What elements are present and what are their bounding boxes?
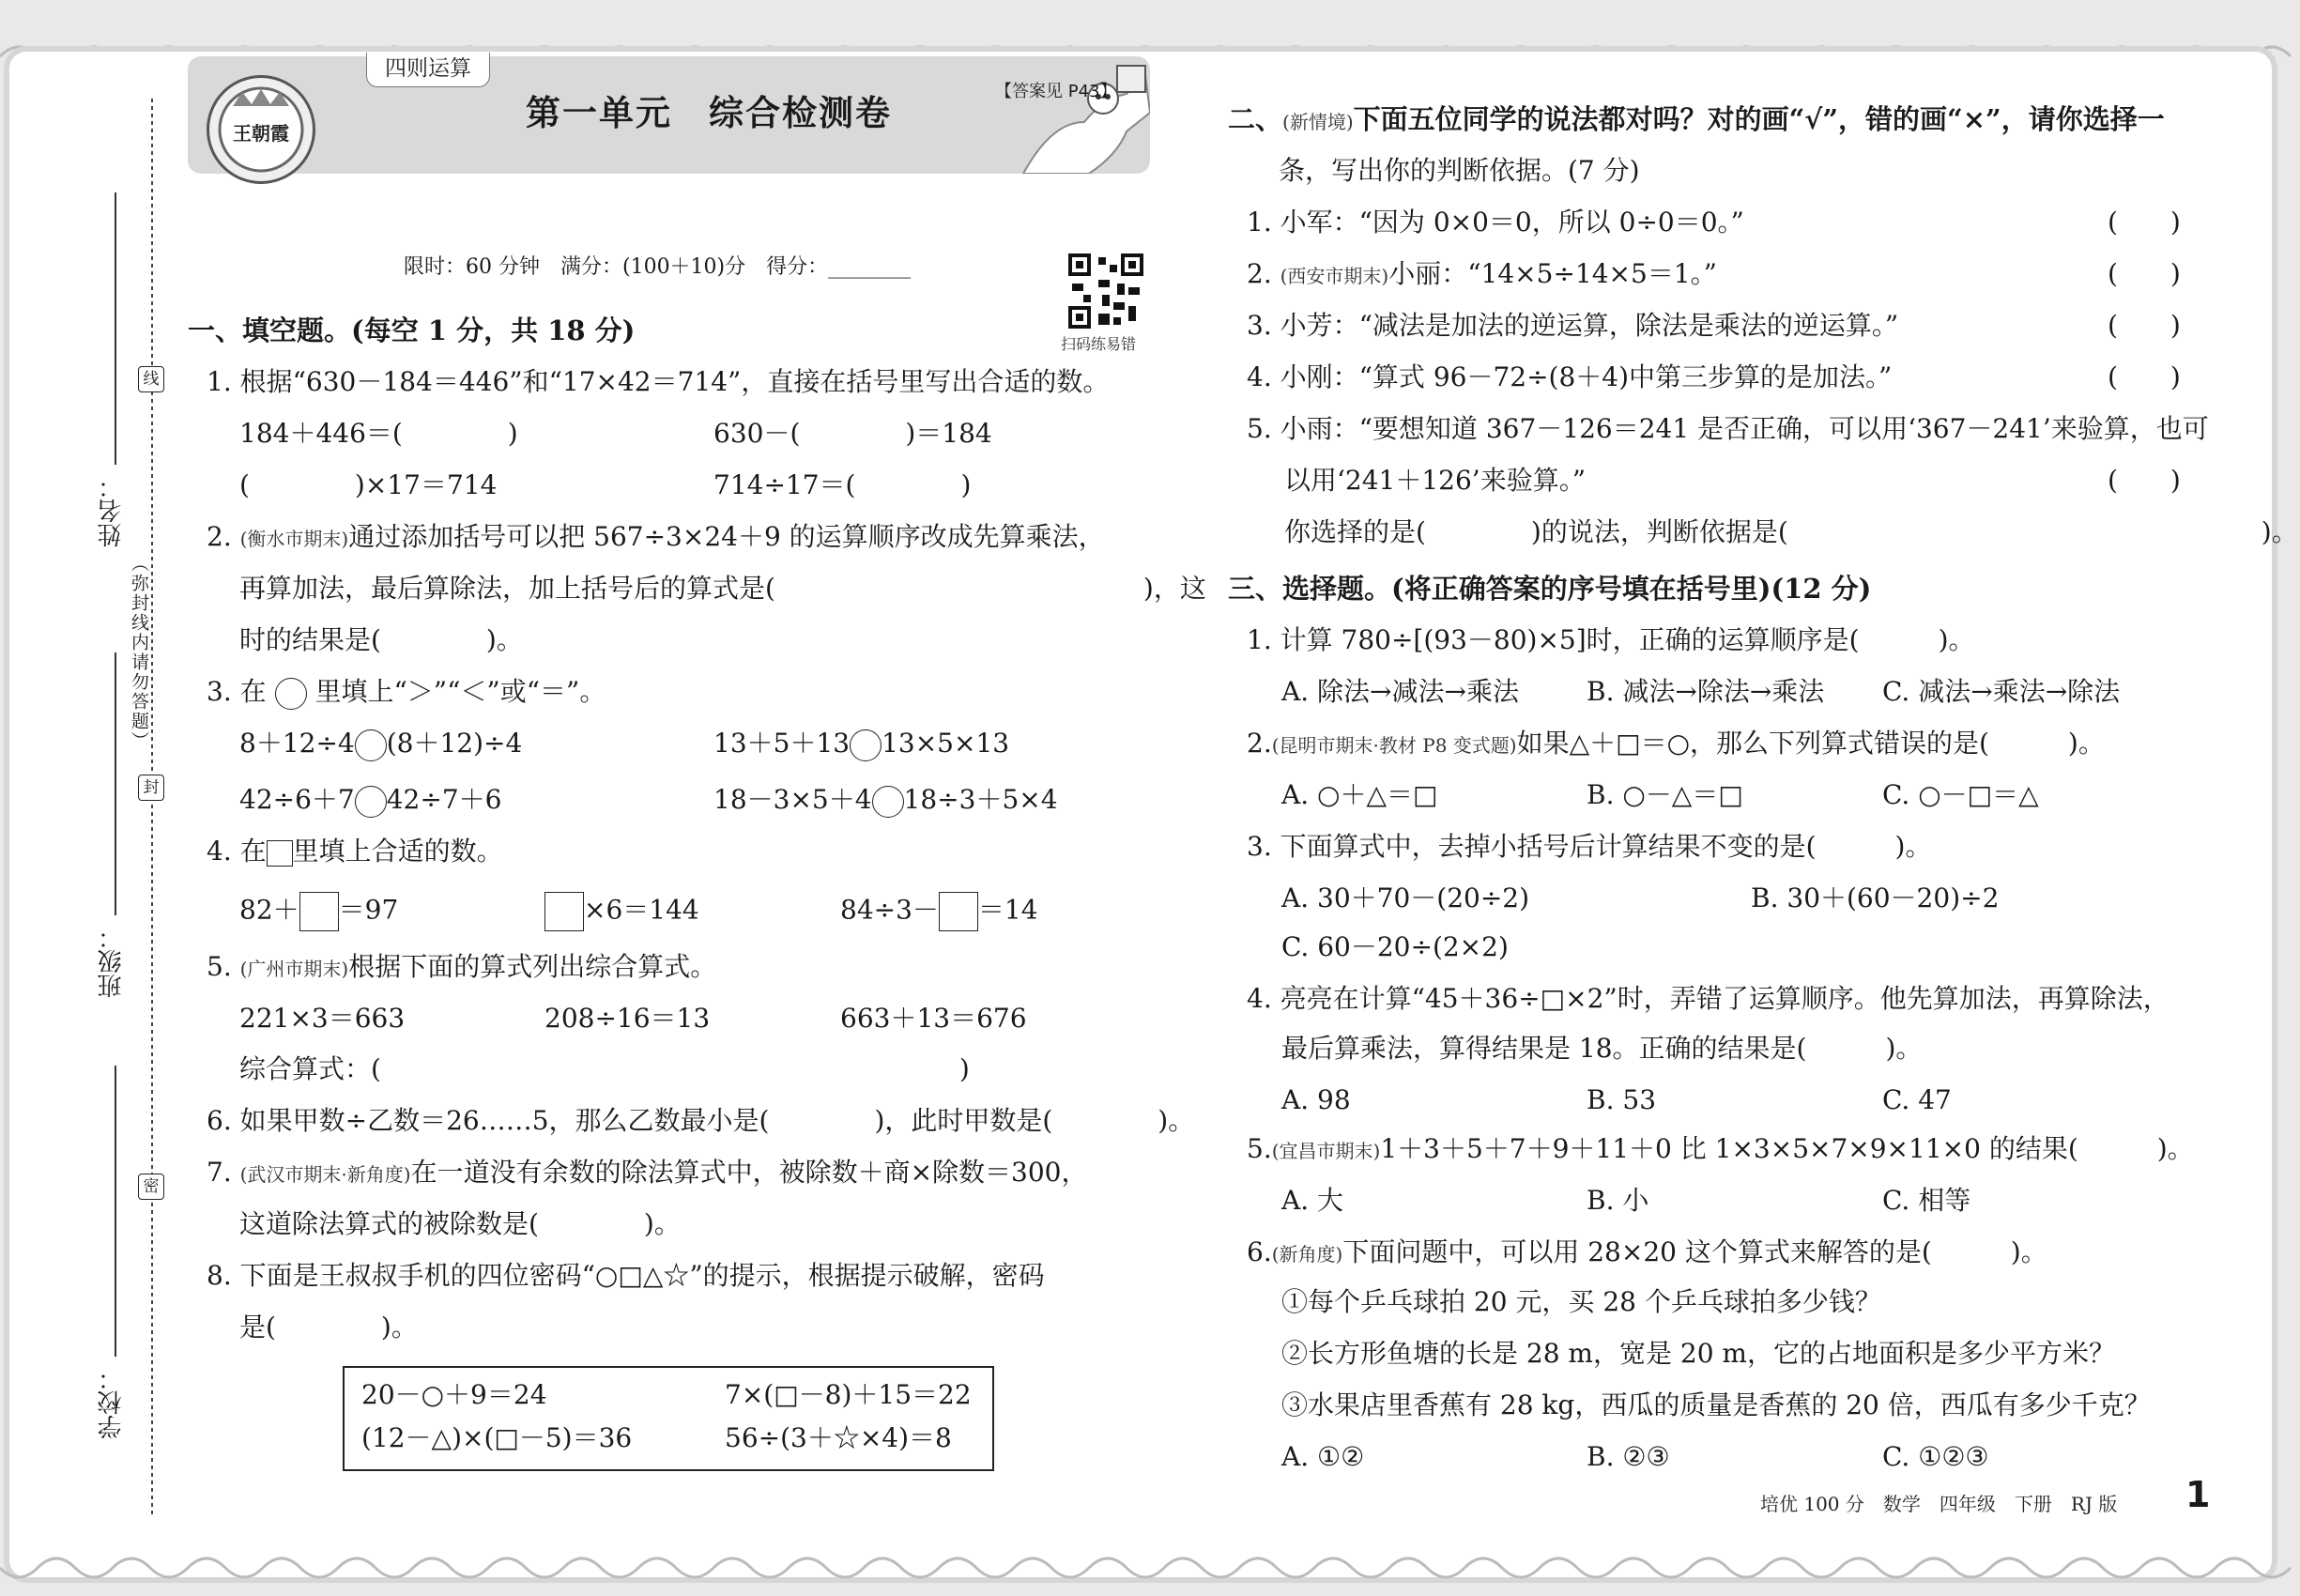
s3-q2-b[interactable]: B. ○－△＝□ <box>1587 779 1743 810</box>
q3-a-circle[interactable] <box>355 729 387 761</box>
s3-q4-c[interactable]: C. 47 <box>1882 1084 1952 1115</box>
s3-q5-stem[interactable]: 5.(宜昌市期末)1＋3＋5＋7＋9＋11＋0 比 1×3×5×7×9×11×0 的结果( )。 <box>1247 1133 2194 1164</box>
q2-line1: 2. (衡水市期末)通过添加括号可以把 567÷3×24＋9 的运算顺序改成先算乘法， <box>207 521 1105 552</box>
qr-code-icon[interactable] <box>1068 253 1143 329</box>
seal-mark-seal: 封 <box>138 775 164 801</box>
s3-q1-c[interactable]: C. 减法→乘法→除法 <box>1882 676 2121 707</box>
s3-q5-c[interactable]: C. 相等 <box>1882 1185 1971 1216</box>
q7-line1: 7. (武汉市期末·新角度)在一道没有余数的除法算式中，被除数＋商×除数＝300， <box>207 1157 1088 1188</box>
q5-a: 221×3＝663 <box>239 1003 406 1034</box>
q4-c: 84÷3－ ＝14 <box>840 892 1038 931</box>
name-label: 姓名： <box>98 474 126 547</box>
hint-1: 20－○＋9＝24 <box>361 1379 547 1410</box>
q1-d[interactable]: 714÷17＝( ) <box>713 469 972 500</box>
q8-line2[interactable]: 是( )。 <box>239 1312 418 1343</box>
s3-q2-stem[interactable]: 2.(昆明市期末·教材 P8 变式题)如果△＋□＝○，那么下列算式错误的是( )。 <box>1247 728 2105 759</box>
class-label: 班级： <box>98 925 126 998</box>
school-label: 学校： <box>98 1366 126 1439</box>
s2-item4-paren[interactable]: ( ) <box>2108 361 2181 392</box>
page-number: 1 <box>2185 1474 2211 1515</box>
section3-heading: 三、选择题。(将正确答案的序号填在括号里)(12 分) <box>1228 573 1872 605</box>
logo-emblem-icon <box>209 78 313 181</box>
s3-q6-a[interactable]: A. ①② <box>1281 1441 1365 1472</box>
exam-info: 限时：60 分钟 满分：(100＋10)分 得分：________ <box>404 255 912 279</box>
unit-tab: 四则运算 <box>366 53 490 87</box>
footer-series: 培优 100 分 数学 四年级 下册 RJ 版 <box>1760 1493 2118 1515</box>
s2-item5-paren[interactable]: ( ) <box>2108 465 2181 496</box>
q1-c[interactable]: ( )×17＝714 <box>239 469 498 500</box>
q3-b-circle[interactable] <box>850 729 882 761</box>
s2-item2-paren[interactable]: ( ) <box>2108 258 2181 289</box>
s2-item3: 3. 小芳：“减法是加法的逆运算，除法是乘法的逆运算。” <box>1247 310 1899 341</box>
hint-3: (12－△)×(□－5)＝36 <box>361 1422 633 1453</box>
s2-item5-line2: 以用‘241＋126’来验算。” <box>1284 465 1587 496</box>
s3-q3-c[interactable]: C. 60－20÷(2×2) <box>1281 931 1509 962</box>
s3-q4-a[interactable]: A. 98 <box>1281 1084 1351 1115</box>
class-blank[interactable] <box>115 652 116 915</box>
q6[interactable]: 6. 如果甲数÷乙数＝26……5，那么乙数最小是( )，此时甲数是( )。 <box>207 1105 1195 1136</box>
s3-q2-a[interactable]: A. ○＋△＝□ <box>1281 779 1438 810</box>
s3-q6-stem[interactable]: 6.(新角度)下面问题中，可以用 28×20 这个算式来解答的是( )。 <box>1247 1236 2047 1267</box>
q3-c: 42÷6＋7 42÷7＋6 <box>239 784 501 818</box>
s2-choice[interactable]: 你选择的是( )的说法，判断依据是( )。 <box>1284 516 2298 547</box>
s3-q6-b[interactable]: B. ②③ <box>1587 1441 1670 1472</box>
q4-b-box[interactable] <box>544 892 584 931</box>
q3-stem: 3. 在 里填上“＞”“＜”或“＝”。 <box>207 676 606 710</box>
q1-stem: 1. 根据“630－184＝446”和“17×42＝714”，直接在括号里写出合适的数。 <box>207 366 1110 397</box>
mascot-illustration <box>1014 56 1150 174</box>
q2-tag: (衡水市期末) <box>239 528 349 550</box>
seal-mark-secret: 密 <box>138 1174 164 1200</box>
q3-d-circle[interactable] <box>872 786 904 818</box>
circle-blank-icon <box>275 678 307 710</box>
q4-a-box[interactable] <box>299 892 339 931</box>
qr-caption: 扫码练易错 <box>1061 335 1137 353</box>
s2-item3-paren[interactable]: ( ) <box>2108 310 2181 341</box>
s3-q1-stem[interactable]: 1. 计算 780÷[(93－80)×5]时，正确的运算顺序是( )。 <box>1247 624 1975 655</box>
s3-q6-option2: ②长方形鱼塘的长是 28 m，宽是 20 m，它的占地面积是多少平方米？ <box>1281 1338 2115 1369</box>
s3-q6-option1: ①每个乒乓球拍 20 元，买 28 个乒乓球拍多少钱？ <box>1281 1286 1881 1317</box>
q3-a: 8＋12÷4 (8＋12)÷4 <box>239 728 522 761</box>
s3-q5-a[interactable]: A. 大 <box>1281 1185 1344 1216</box>
s2-item2: 2. (西安市期末)小丽：“14×5÷14×5＝1。” <box>1247 258 1717 289</box>
q3-c-circle[interactable] <box>355 786 387 818</box>
hint-4: 56÷(3＋☆×4)＝8 <box>725 1422 952 1453</box>
q3-b: 13＋5＋13 13×5×13 <box>713 728 1009 761</box>
name-blank[interactable] <box>115 192 116 465</box>
s2-item4: 4. 小刚：“算式 96－72÷(8＋4)中第三步算的是加法。” <box>1247 361 1893 392</box>
seal-dotted-line <box>150 99 154 1516</box>
hint-2: 7×(□－8)＋15＝22 <box>725 1379 972 1410</box>
q5-stem: 5. (广州市期末)根据下面的算式列出综合算式。 <box>207 951 717 982</box>
q1-a[interactable]: 184＋446＝( ) <box>239 418 518 449</box>
square-blank-icon <box>267 840 293 867</box>
header-banner <box>188 56 1150 174</box>
section2-heading-line2: 条，写出你的判断依据。(7 分) <box>1279 155 1640 186</box>
s3-q6-c[interactable]: C. ①②③ <box>1882 1441 1989 1472</box>
page-title: 第一单元 综合检测卷 <box>526 93 892 133</box>
school-blank[interactable] <box>115 1066 116 1357</box>
s3-q3-a[interactable]: A. 30＋70－(20÷2) <box>1281 882 1530 913</box>
s2-item1: 1. 小军：“因为 0×0＝0，所以 0÷0＝0。” <box>1247 207 1744 238</box>
s3-q4-line2[interactable]: 最后算乘法，算得结果是 18。正确的结果是( )。 <box>1281 1033 1923 1064</box>
q2-line3[interactable]: 时的结果是( )。 <box>239 624 523 655</box>
answer-reference: 【答案见 P43】 <box>995 82 1117 101</box>
s3-q3-b[interactable]: B. 30＋(60－20)÷2 <box>1751 882 2000 913</box>
s3-q1-a[interactable]: A. 除法→减法→乘法 <box>1281 676 1519 707</box>
s3-q3-stem[interactable]: 3. 下面算式中，去掉小括号后计算结果不变的是( )。 <box>1247 831 1932 862</box>
s2-item5: 5. 小雨：“要想知道 367－126＝241 是否正确，可以用‘367－241’来验算，也可 <box>1247 413 2209 444</box>
q1-b[interactable]: 630－( )＝184 <box>713 418 992 449</box>
q5-answer[interactable]: 综合算式：( ) <box>239 1053 970 1084</box>
q2-line2[interactable]: 再算加法，最后算除法，加上括号后的算式是( )，这 <box>239 573 1206 604</box>
s3-q4-line1: 4. 亮亮在计算“45＋36÷□×2”时，弄错了运算顺序。他先算加法，再算除法， <box>1247 983 2170 1014</box>
section2-heading-line1: 二、(新情境)下面五位同学的说法都对吗？对的画“√”，错的画“×”，请你选择一 <box>1228 103 2165 135</box>
s3-q6-option3: ③水果店里香蕉有 28 kg，西瓜的质量是香蕉的 20 倍，西瓜有多少千克？ <box>1281 1389 2151 1420</box>
publisher-logo <box>207 75 315 184</box>
section1-heading: 一、填空题。(每空 1 分，共 18 分) <box>188 315 636 346</box>
q8-line1: 8. 下面是王叔叔手机的四位密码“○□△☆”的提示，根据提示破解，密码 <box>207 1260 1045 1291</box>
seal-note: （弥封线内请勿答题） <box>129 554 149 751</box>
bottom-wave-edge <box>0 1554 2300 1591</box>
svg-text:王朝霞: 王朝霞 <box>233 122 289 145</box>
s3-q2-c[interactable]: C. ○－□＝△ <box>1882 779 2039 810</box>
q5-c: 663＋13＝676 <box>840 1003 1027 1034</box>
q4-b: ×6＝144 <box>544 892 699 931</box>
q4-stem: 4. 在 里填上合适的数。 <box>207 836 503 867</box>
s3-q5-b[interactable]: B. 小 <box>1587 1185 1649 1216</box>
q5-b: 208÷16＝13 <box>544 1003 711 1034</box>
password-hints-box <box>343 1366 994 1471</box>
q3-d: 18－3×5＋4 18÷3＋5×4 <box>713 784 1058 818</box>
seal-mark-line: 线 <box>138 366 164 392</box>
s3-q1-b[interactable]: B. 减法→除法→乘法 <box>1587 676 1825 707</box>
s2-item1-paren[interactable]: ( ) <box>2108 207 2181 238</box>
q4-a: 82＋ ＝97 <box>239 892 398 931</box>
s3-q4-b[interactable]: B. 53 <box>1587 1084 1657 1115</box>
q4-c-box[interactable] <box>939 892 978 931</box>
binding-strip <box>89 52 164 1479</box>
q7-line2[interactable]: 这道除法算式的被除数是( )。 <box>239 1208 681 1239</box>
